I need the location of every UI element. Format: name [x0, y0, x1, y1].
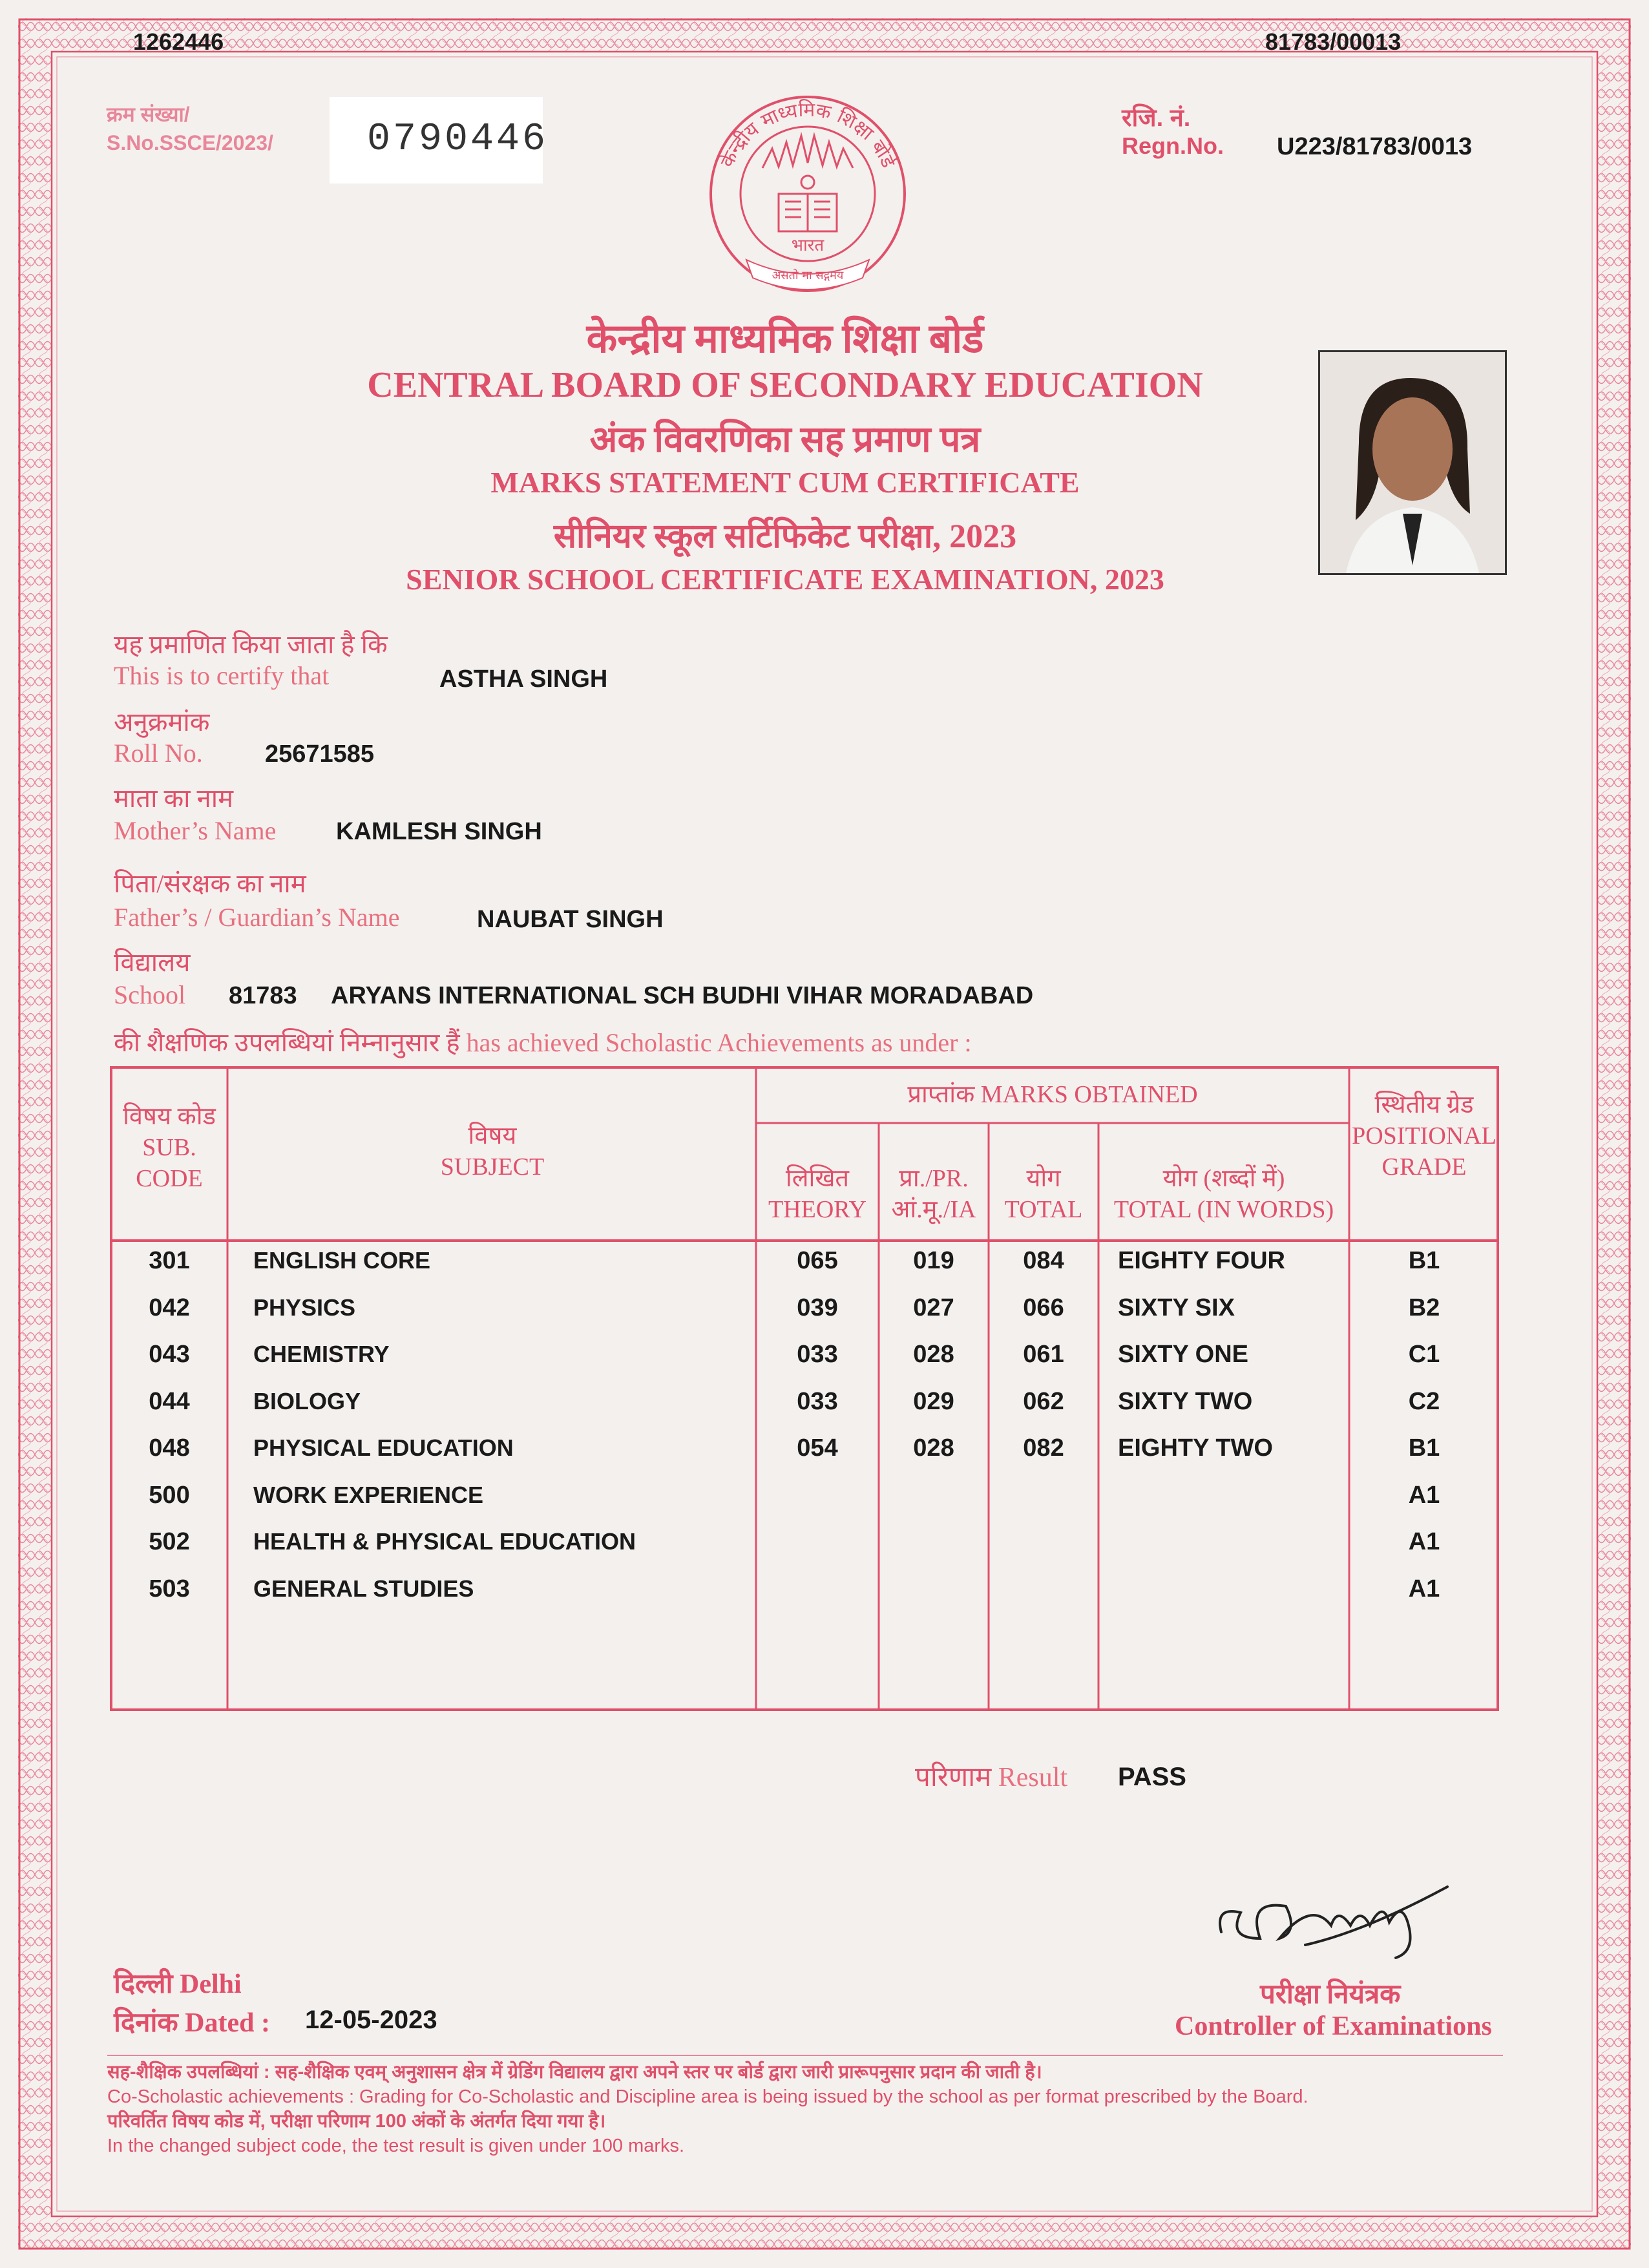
board-title-hi: केन्द्रीय माध्यमिक शिक्षा बोर्ड — [586, 317, 984, 361]
regn-number: U223/81783/0013 — [1277, 133, 1473, 160]
serial-number: 0790446 — [367, 118, 549, 162]
table-row — [110, 1434, 1499, 1482]
cell-total: 062 — [1023, 1387, 1064, 1415]
header-subject-en: SUBJECT — [440, 1153, 545, 1181]
student-photo — [1318, 350, 1507, 575]
cell-subject: BIOLOGY — [253, 1387, 361, 1414]
header-code — [110, 1101, 229, 1194]
cell-theory: 039 — [797, 1294, 838, 1321]
cell-theory: 065 — [797, 1247, 838, 1274]
table-row — [110, 1341, 1499, 1388]
cell-theory: 033 — [797, 1387, 838, 1415]
cell-grade: C1 — [1408, 1341, 1440, 1368]
controller-label-en: Controller of Examinations — [1175, 2011, 1492, 2041]
header-subject-hi: विषय — [468, 1122, 517, 1150]
table-row — [110, 1575, 1499, 1622]
statement-title-hi: अंक विवरणिका सह प्रमाण पत्र — [589, 420, 981, 460]
table-row — [110, 1482, 1499, 1529]
roll-number: 25671585 — [265, 740, 375, 768]
cell-grade: B2 — [1408, 1294, 1440, 1321]
cell-words: SIXTY ONE — [1118, 1341, 1249, 1368]
cell-code: 503 — [149, 1575, 190, 1602]
dated-line — [114, 2003, 270, 2040]
header-grade-en1: POSITIONAL — [1352, 1122, 1497, 1150]
school-name: ARYANS INTERNATIONAL SCH BUDHI VIHAR MORADABAD — [331, 982, 1034, 1009]
dated-en: Dated : — [185, 2008, 270, 2038]
cell-words: SIXTY SIX — [1118, 1294, 1235, 1321]
cell-code: 502 — [149, 1528, 190, 1555]
header-theory-hi: लिखित — [785, 1165, 850, 1192]
result-label-hi: परिणाम — [915, 1763, 992, 1792]
header-code-hi: विषय कोड — [123, 1103, 216, 1130]
cell-grade: B1 — [1408, 1247, 1440, 1274]
cell-total: 082 — [1023, 1434, 1064, 1462]
cell-subject: ENGLISH CORE — [253, 1247, 431, 1274]
statement-title-en: MARKS STATEMENT CUM CERTIFICATE — [490, 466, 1080, 499]
place-en: Delhi — [179, 1969, 242, 1999]
mother-label-hi: माता का नाम — [114, 784, 233, 813]
cell-subject: CHEMISTRY — [253, 1341, 390, 1367]
school-label-en: School — [114, 980, 186, 1009]
roll-label-en: Roll No. — [114, 739, 203, 768]
certify-label-hi: यह प्रमाणित किया जाता है कि — [114, 630, 388, 659]
header-code-en2: CODE — [136, 1165, 203, 1192]
board-title-en: CENTRAL BOARD OF SECONDARY EDUCATION — [367, 365, 1203, 405]
cell-total: 084 — [1023, 1247, 1064, 1274]
header-words-hi: योग (शब्दों में) — [1162, 1165, 1285, 1192]
cell-words: SIXTY TWO — [1118, 1387, 1253, 1415]
header-total-words — [1098, 1163, 1349, 1225]
cell-pr: 027 — [913, 1294, 954, 1321]
cell-pr: 029 — [913, 1387, 954, 1415]
serial-label-hi: क्रम संख्या/ — [107, 103, 190, 126]
cell-words: EIGHTY FOUR — [1118, 1247, 1285, 1274]
cell-code: 301 — [149, 1247, 190, 1274]
cell-pr: 028 — [913, 1341, 954, 1368]
header-total — [989, 1163, 1098, 1225]
cell-grade: B1 — [1408, 1434, 1440, 1462]
header-practical-2: आं.मू./IA — [891, 1196, 976, 1223]
signature — [1202, 1861, 1460, 1971]
cell-code: 500 — [149, 1481, 190, 1509]
cell-grade: A1 — [1408, 1481, 1440, 1509]
place-hi: दिल्ली — [114, 1969, 173, 1999]
cell-code: 048 — [149, 1434, 190, 1462]
school-code: 81783 — [229, 982, 297, 1009]
issue-date: 12-05-2023 — [305, 2006, 437, 2034]
regn-label-en: Regn.No. — [1122, 132, 1224, 159]
dated-hi: दिनांक — [114, 2008, 178, 2038]
cell-theory: 033 — [797, 1341, 838, 1368]
father-label-hi: पिता/संरक्षक का नाम — [114, 869, 306, 898]
table-row — [110, 1528, 1499, 1575]
serial-label-en: S.No.SSCE/2023/ — [107, 131, 273, 154]
result-label — [915, 1758, 1067, 1794]
result-label-en: Result — [998, 1763, 1068, 1792]
header-code-en1: SUB. — [142, 1134, 196, 1161]
notes-divider — [107, 2055, 1503, 2056]
header-grade — [1349, 1089, 1499, 1182]
controller-label-hi: परीक्षा नियंत्रक — [1260, 1980, 1401, 2010]
cell-subject: PHYSICS — [253, 1294, 356, 1321]
cell-subject: PHYSICAL EDUCATION — [253, 1434, 514, 1461]
header-subject — [229, 1120, 756, 1182]
serial-label — [107, 100, 273, 157]
mother-name: KAMLESH SINGH — [336, 818, 542, 845]
note-1-en: Co-Scholastic achievements : Grading for Co-Scholastic and Discipline area is being issued by the school as per format prescribed by the Board. — [107, 2086, 1308, 2107]
father-label-en: Father’s / Guardian’s Name — [114, 903, 400, 932]
emblem-motto: असतो मा सद्गमय — [772, 269, 844, 282]
regn-label-hi: रजि. नं. — [1122, 105, 1191, 132]
exam-title-en: SENIOR SCHOOL CERTIFICATE EXAMINATION, 2023 — [406, 563, 1164, 596]
emblem-mid-text: भारत — [791, 236, 824, 255]
footnotes — [107, 2060, 1516, 2158]
marks-table — [110, 1066, 1499, 1712]
cell-total: 066 — [1023, 1294, 1064, 1321]
table-row — [110, 1247, 1499, 1294]
certify-label-en: This is to certify that — [114, 661, 330, 690]
achieved-label-en: has achieved Scholastic Achievements as under : — [466, 1028, 972, 1057]
student-name: ASTHA SINGH — [439, 666, 608, 693]
cell-pr: 019 — [913, 1247, 954, 1274]
school-label-hi: विद्यालय — [114, 948, 191, 977]
top-right-number: 81783/00013 — [1265, 28, 1402, 55]
header-total-en: TOTAL — [1004, 1196, 1083, 1223]
achieved-label-hi: की शैक्षणिक उपलब्धियां निम्नानुसार हैं — [114, 1028, 460, 1057]
table-body — [110, 1247, 1499, 1699]
cell-grade: A1 — [1408, 1575, 1440, 1602]
emblem-top-text: केन्द्रीय माध्यमिक शिक्षा बोर्ड — [715, 98, 900, 171]
cell-pr: 028 — [913, 1434, 954, 1462]
header-grade-hi: स्थितीय ग्रेड — [1374, 1091, 1474, 1118]
header-total-hi: योग — [1026, 1165, 1061, 1192]
cell-subject: GENERAL STUDIES — [253, 1575, 474, 1602]
cell-code: 043 — [149, 1341, 190, 1368]
header-theory-en: THEORY — [768, 1196, 867, 1223]
header-theory — [756, 1163, 879, 1225]
cell-words: EIGHTY TWO — [1118, 1434, 1273, 1462]
cell-theory: 054 — [797, 1434, 838, 1462]
table-row — [110, 1294, 1499, 1341]
header-grade-en2: GRADE — [1381, 1153, 1467, 1181]
mother-label-en: Mother’s Name — [114, 816, 277, 845]
cell-code: 042 — [149, 1294, 190, 1321]
header-words-en: TOTAL (IN WORDS) — [1113, 1196, 1334, 1223]
top-left-number: 1262446 — [133, 28, 224, 55]
header-marks-obtained: प्राप्तांक MARKS OBTAINED — [907, 1081, 1198, 1108]
header-practical — [879, 1163, 989, 1225]
cell-total: 061 — [1023, 1341, 1064, 1368]
table-row — [110, 1388, 1499, 1435]
note-2-hi: परिवर्तित विषय कोड में, परीक्षा परिणाम 100 अंकों के अंतर्गत दिया गया है। — [107, 2111, 606, 2132]
cell-grade: A1 — [1408, 1528, 1440, 1555]
cell-subject: HEALTH & PHYSICAL EDUCATION — [253, 1528, 636, 1555]
place-line — [114, 1964, 242, 2001]
result-value: PASS — [1118, 1763, 1186, 1791]
header-practical-1: प्रा./PR. — [899, 1165, 969, 1192]
roll-label-hi: अनुक्रमांक — [114, 708, 210, 737]
cell-subject: WORK EXPERIENCE — [253, 1481, 484, 1508]
achieved-line — [114, 1024, 972, 1059]
father-name: NAUBAT SINGH — [477, 906, 664, 933]
note-2-en: In the changed subject code, the test result is given under 100 marks. — [107, 2136, 685, 2156]
note-1-hi: सह-शैक्षिक उपलब्धियां : सह-शैक्षिक एवम् अनुशासन क्षेत्र में ग्रेडिंग विद्यालय द्वारा अपने स्तर पर बोर्ड द्वारा जारी प्रारूपनुसार प्रदान की जाती है। — [107, 2062, 1042, 2083]
exam-title-hi: सीनियर स्कूल सर्टिफिकेट परीक्षा, 2023 — [553, 518, 1017, 555]
cell-code: 044 — [149, 1387, 190, 1415]
cell-grade: C2 — [1408, 1387, 1440, 1415]
cbse-emblem-icon — [701, 90, 914, 297]
